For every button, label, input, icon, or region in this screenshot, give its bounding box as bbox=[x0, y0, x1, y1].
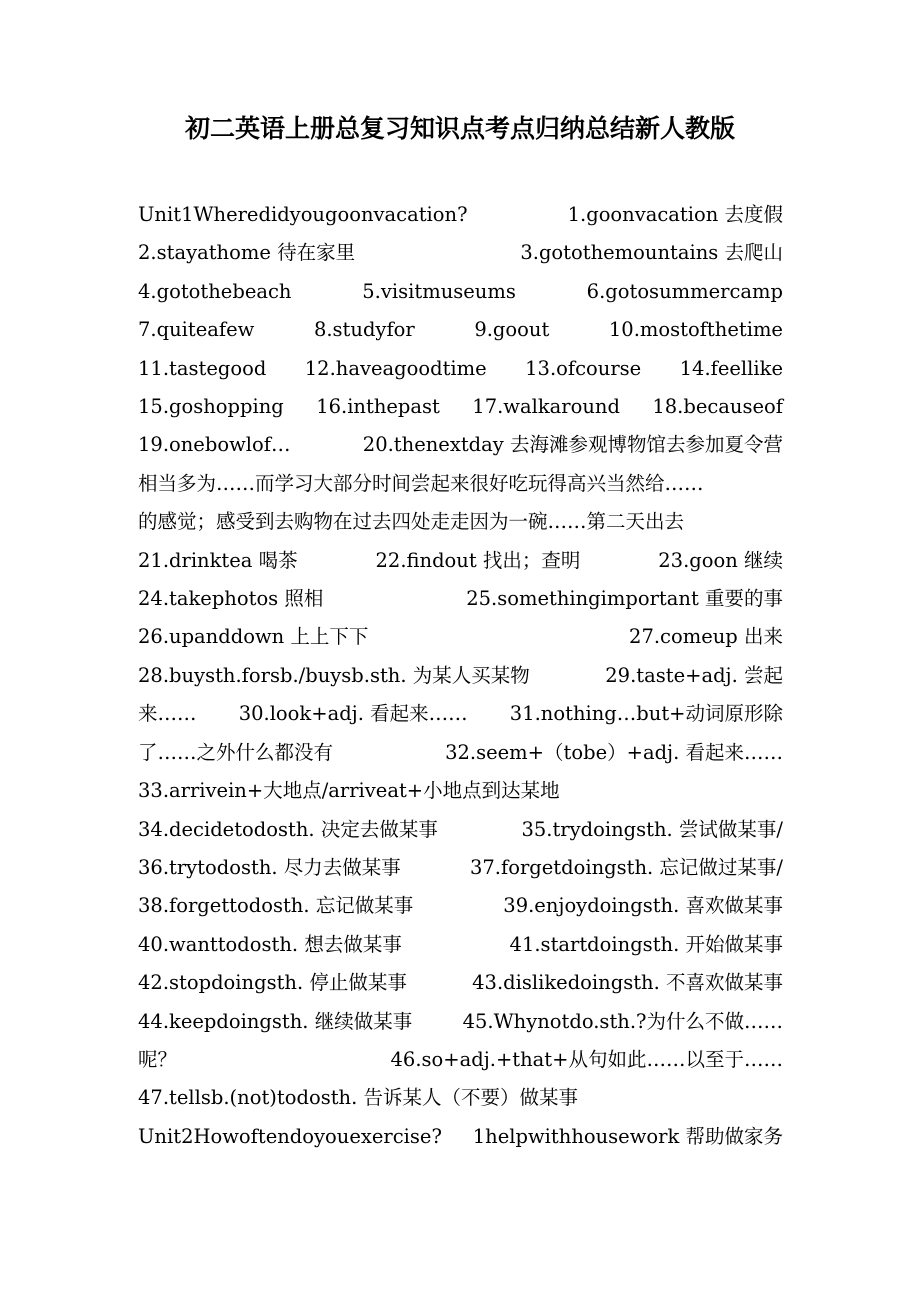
text-segment: 3.gotothemountains 去爬山 bbox=[520, 241, 783, 265]
text-segment: 相当多为……而学习大部分时间尝起来很好吃玩得高兴当然给…… bbox=[138, 471, 704, 495]
text-line bbox=[138, 503, 783, 541]
text-segment: 32.seem+（tobe）+adj. 看起来…… bbox=[445, 740, 783, 764]
text-line bbox=[138, 887, 783, 925]
text-segment: 6.gotosummercamp bbox=[586, 279, 783, 303]
text-segment: 37.forgetdoingsth. 忘记做过某事/ bbox=[469, 855, 783, 879]
text-line bbox=[138, 734, 783, 772]
text-line bbox=[138, 811, 783, 849]
text-segment: 45.Whynotdo.sth.?为什么不做…… bbox=[462, 1009, 783, 1033]
text-segment: 5.visitmuseums bbox=[362, 279, 516, 303]
text-segment: 27.comeup 出来 bbox=[629, 625, 783, 649]
text-segment: 了……之外什么都没有 bbox=[138, 740, 334, 764]
text-segment: 12.haveagoodtime bbox=[304, 356, 487, 380]
text-line bbox=[138, 849, 783, 887]
text-segment: 26.upanddown 上上下下 bbox=[138, 625, 369, 649]
text-segment: 呢？ bbox=[138, 1047, 178, 1071]
text-segment: 24.takephotos 照相 bbox=[138, 587, 324, 611]
text-segment: 44.keepdoingsth. 继续做某事 bbox=[138, 1009, 413, 1033]
text-line bbox=[138, 926, 783, 964]
text-line bbox=[138, 196, 783, 234]
text-segment: 46.so+adj.+that+从句如此……以至于…… bbox=[390, 1047, 783, 1071]
text-line bbox=[138, 657, 783, 695]
text-segment: 35.trydoingsth. 尝试做某事/ bbox=[521, 817, 783, 841]
text-segment: 21.drinktea 喝茶 bbox=[138, 548, 298, 572]
text-segment: 42.stopdoingsth. 停止做某事 bbox=[138, 971, 407, 995]
text-line bbox=[138, 311, 783, 349]
text-segment: 36.trytodosth. 尽力去做某事 bbox=[138, 855, 401, 879]
text-line bbox=[138, 388, 783, 426]
text-segment: 25.somethingimportant 重要的事 bbox=[466, 587, 783, 611]
text-segment: 来…… bbox=[138, 702, 197, 726]
text-line bbox=[138, 695, 783, 733]
text-segment: 8.studyfor bbox=[313, 318, 415, 342]
text-segment: Unit2Howoftendoyouexercise? bbox=[138, 1124, 442, 1148]
text-line bbox=[138, 542, 783, 580]
text-segment: 10.mostofthetime bbox=[608, 318, 783, 342]
text-segment: 40.wanttodosth. 想去做某事 bbox=[138, 932, 402, 956]
text-segment: 41.startdoingsth. 开始做某事 bbox=[509, 932, 783, 956]
text-segment: 18.becauseof bbox=[652, 395, 783, 419]
text-segment: 2.stayathome 待在家里 bbox=[138, 241, 356, 265]
text-line bbox=[138, 1003, 783, 1041]
text-segment: 14.feellike bbox=[679, 356, 783, 380]
text-segment: 34.decidetodosth. 决定去做某事 bbox=[138, 817, 438, 841]
text-line bbox=[138, 350, 783, 388]
text-segment: 29.taste+adj. 尝起 bbox=[605, 663, 783, 687]
document-body bbox=[138, 196, 783, 1156]
page-title: 初二英语上册总复习知识点考点归纳总结新人教版 bbox=[184, 114, 735, 143]
text-line bbox=[138, 618, 783, 656]
text-segment: 11.tastegood bbox=[138, 356, 267, 380]
text-segment: 4.gotothebeach bbox=[138, 279, 292, 303]
text-segment: 1.goonvacation 去度假 bbox=[567, 203, 783, 226]
text-segment: 38.forgettodosth. 忘记做某事 bbox=[138, 894, 414, 918]
text-segment: 9.goout bbox=[474, 318, 550, 342]
text-line bbox=[138, 465, 783, 503]
text-segment: 13.ofcourse bbox=[525, 356, 642, 380]
text-segment: 31.nothing…but+动词原形除 bbox=[509, 702, 783, 726]
text-segment: 28.buysth.forsb./buysb.sth. 为某人买某物 bbox=[138, 663, 530, 687]
text-segment: 43.dislikedoingsth. 不喜欢做某事 bbox=[472, 971, 783, 995]
text-line bbox=[138, 273, 783, 311]
text-segment: 1helpwithhousework 帮助做家务 bbox=[472, 1124, 783, 1148]
text-segment: Unit1Wheredidyougoonvacation? bbox=[138, 203, 468, 226]
text-line bbox=[138, 1079, 783, 1117]
text-segment: 33.arrivein+大地点/arriveat+小地点到达某地 bbox=[138, 779, 560, 803]
text-segment: 20.thenextday 去海滩参观博物馆去参加夏令营 bbox=[362, 433, 783, 457]
text-line bbox=[138, 580, 783, 618]
text-line bbox=[138, 964, 783, 1002]
text-segment: 39.enjoydoingsth. 喜欢做某事 bbox=[503, 894, 783, 918]
text-segment: 30.look+adj. 看起来…… bbox=[238, 702, 468, 726]
text-segment: 16.inthepast bbox=[316, 395, 440, 419]
text-line bbox=[138, 772, 783, 810]
text-line bbox=[138, 234, 783, 272]
text-segment: 7.quiteafew bbox=[138, 318, 255, 342]
text-segment: 19.onebowlof… bbox=[138, 433, 291, 457]
text-segment: 47.tellsb.(not)todosth. 告诉某人（不要）做某事 bbox=[138, 1086, 578, 1110]
text-line bbox=[138, 1041, 783, 1079]
text-segment: 17.walkaround bbox=[472, 395, 620, 419]
text-line bbox=[138, 426, 783, 464]
text-segment: 的感觉；感受到去购物在过去四处走走因为一碗……第二天出去 bbox=[138, 510, 685, 534]
text-segment: 23.goon 继续 bbox=[658, 548, 783, 572]
text-segment: 15.goshopping bbox=[138, 395, 284, 419]
text-line bbox=[138, 1118, 783, 1156]
text-segment: 22.findout 找出；查明 bbox=[375, 548, 581, 572]
